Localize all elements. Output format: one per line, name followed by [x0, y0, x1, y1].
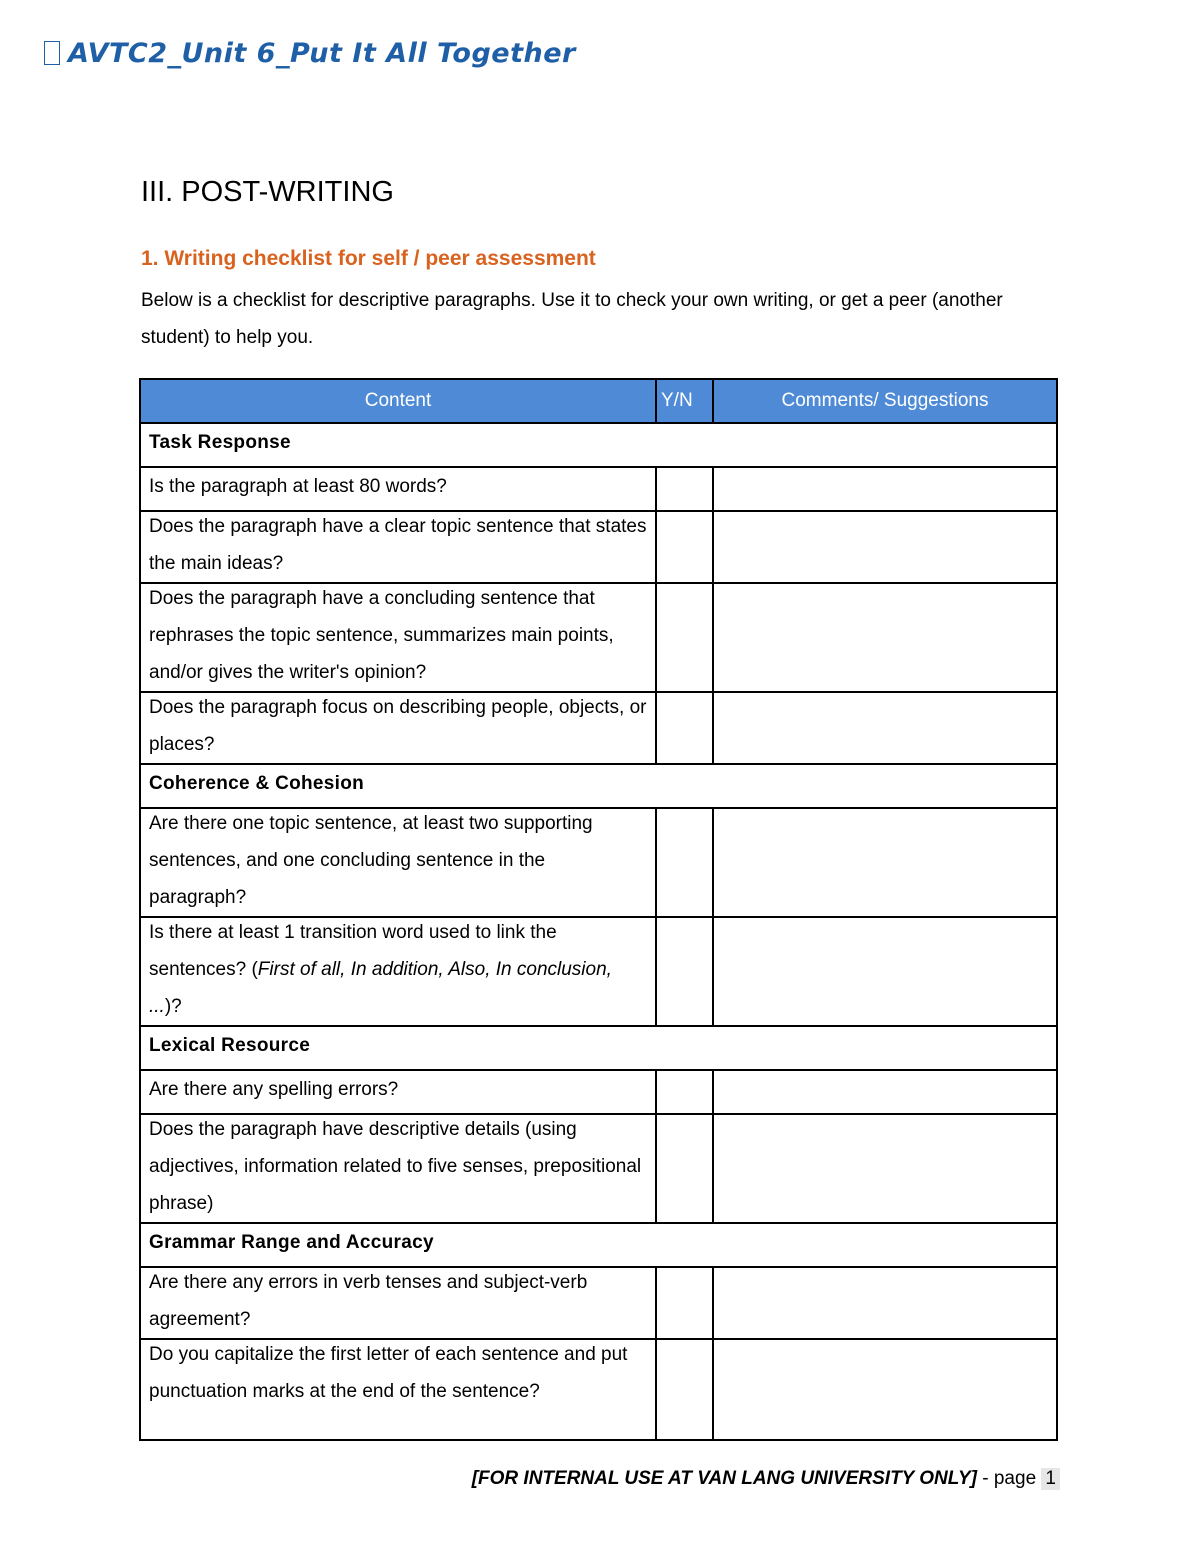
- table-row: [140, 917, 1057, 1026]
- yn-cell[interactable]: [656, 1114, 713, 1223]
- comments-cell[interactable]: [713, 1114, 1057, 1223]
- yn-cell[interactable]: [656, 1339, 713, 1440]
- page-separator: - page: [976, 1468, 1042, 1489]
- header-yn: Y/N: [656, 379, 713, 423]
- question-cell: [140, 1070, 656, 1114]
- document-icon: [44, 41, 60, 65]
- category-row: [140, 764, 1057, 808]
- comments-cell[interactable]: [713, 1267, 1057, 1339]
- yn-cell[interactable]: [656, 511, 713, 583]
- comments-cell[interactable]: [713, 583, 1057, 692]
- question-text: Is the paragraph at least 80 words?: [149, 476, 447, 497]
- question-cell: [140, 917, 656, 1026]
- question-examples: First of all, In addition, Also, In conclusion, ...: [149, 959, 612, 1017]
- table-row: [140, 1114, 1057, 1223]
- table-header-row: [140, 379, 1057, 423]
- header-content: Content: [140, 379, 656, 423]
- section-title: III. POST-WRITING: [141, 176, 394, 208]
- question-text: Does the paragraph have a concluding sentence that rephrases the topic sentence, summarizes main points, and/or gives the writer's opinion?: [149, 588, 614, 683]
- document-title: AVTC2_Unit 6_Put It All Together: [68, 38, 576, 69]
- table-row: [140, 1070, 1057, 1114]
- question-text: [149, 917, 647, 1025]
- question-tail: )?: [164, 996, 182, 1017]
- category-label: Grammar Range and Accuracy: [140, 1223, 1057, 1267]
- question-text: Does the paragraph focus on describing people, objects, or places?: [149, 697, 647, 755]
- comments-cell[interactable]: [713, 808, 1057, 917]
- question-lead: Is there at least 1 transition word used to link the sentences? (: [149, 922, 557, 980]
- question-cell: [140, 1267, 656, 1339]
- question-text: Are there any errors in verb tenses and subject-verb agreement?: [149, 1272, 588, 1330]
- yn-cell[interactable]: [656, 583, 713, 692]
- table-row: [140, 1267, 1057, 1339]
- category-label: Coherence & Cohesion: [140, 764, 1057, 808]
- yn-cell[interactable]: [656, 917, 713, 1026]
- page-footer: [472, 1468, 1060, 1490]
- internal-use-notice: [FOR INTERNAL USE AT VAN LANG UNIVERSITY ONLY]: [471, 1468, 977, 1489]
- category-row: [140, 1026, 1057, 1070]
- category-row: [140, 1223, 1057, 1267]
- header-comments: Comments/ Suggestions: [713, 379, 1057, 423]
- comments-cell[interactable]: [713, 917, 1057, 1026]
- table-row: [140, 467, 1057, 511]
- comments-cell[interactable]: [713, 1339, 1057, 1440]
- category-row: [140, 423, 1057, 467]
- question-text: Does the paragraph have descriptive details (using adjectives, information related to five senses, prepositional phrase): [149, 1119, 642, 1214]
- question-cell: [140, 511, 656, 583]
- category-label: Lexical Resource: [140, 1026, 1057, 1070]
- comments-cell[interactable]: [713, 692, 1057, 764]
- question-text: Are there one topic sentence, at least two supporting sentences, and one concluding sentence in the paragraph?: [149, 813, 593, 908]
- yn-cell[interactable]: [656, 467, 713, 511]
- document-header: [44, 38, 576, 69]
- category-label: Task Response: [140, 423, 1057, 467]
- yn-cell[interactable]: [656, 808, 713, 917]
- table-row: [140, 511, 1057, 583]
- yn-cell[interactable]: [656, 1267, 713, 1339]
- table-row: [140, 1339, 1057, 1440]
- question-cell: [140, 583, 656, 692]
- question-text: Does the paragraph have a clear topic sentence that states the main ideas?: [149, 516, 647, 574]
- page-number: 1: [1041, 1468, 1060, 1490]
- comments-cell[interactable]: [713, 1070, 1057, 1114]
- subsection-title: 1. Writing checklist for self / peer assessment: [141, 247, 596, 270]
- comments-cell[interactable]: [713, 467, 1057, 511]
- table-row: [140, 808, 1057, 917]
- question-cell: [140, 467, 656, 511]
- question-text: Do you capitalize the first letter of each sentence and put punctuation marks at the end of the sentence?: [149, 1344, 628, 1402]
- question-cell: [140, 692, 656, 764]
- question-text: Are there any spelling errors?: [149, 1079, 399, 1100]
- question-cell: [140, 1114, 656, 1223]
- checklist-table: [139, 378, 1058, 1441]
- question-cell: [140, 808, 656, 917]
- yn-cell[interactable]: [656, 1070, 713, 1114]
- yn-cell[interactable]: [656, 692, 713, 764]
- comments-cell[interactable]: [713, 511, 1057, 583]
- table-row: [140, 583, 1057, 692]
- intro-paragraph: Below is a checklist for descriptive paragraphs. Use it to check your own writing, or get a peer (another student) to help you.: [141, 290, 1003, 348]
- question-cell: [140, 1339, 656, 1440]
- table-row: [140, 692, 1057, 764]
